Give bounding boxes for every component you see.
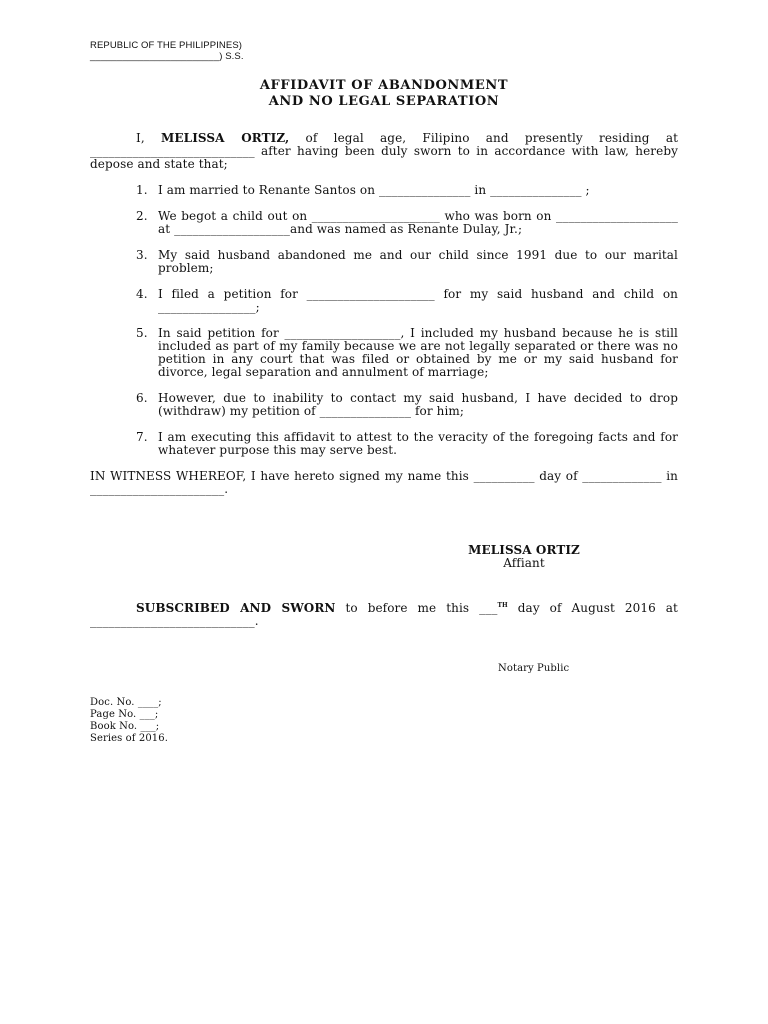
intro-paragraph bbox=[90, 132, 678, 171]
venue-block bbox=[90, 40, 678, 62]
item-number: 6. bbox=[136, 391, 148, 405]
list-item bbox=[90, 288, 678, 314]
list-item bbox=[90, 431, 678, 457]
title-line-1: AFFIDAVIT OF ABANDONMENT bbox=[259, 78, 509, 93]
affiant-name: MELISSA ORTIZ bbox=[468, 543, 580, 557]
item-text: My said husband abandoned me and our child since 1991 due to our marital problem; bbox=[158, 248, 678, 275]
venue-ss: ________________________) S.S. bbox=[90, 51, 244, 62]
affidavit-document bbox=[90, 40, 678, 745]
item-number: 1. bbox=[136, 183, 148, 197]
document-title bbox=[90, 78, 678, 110]
intro-pronoun: I, bbox=[136, 131, 145, 145]
book-no: Book No. ___; bbox=[90, 721, 160, 732]
list-item bbox=[90, 327, 678, 379]
item-number: 3. bbox=[136, 248, 148, 262]
doc-no: Doc. No. ____; bbox=[90, 697, 162, 708]
series: Series of 2016. bbox=[90, 733, 169, 744]
affiant-signature-block bbox=[454, 544, 594, 570]
list-item bbox=[90, 249, 678, 275]
affiant-label: Affiant bbox=[503, 556, 545, 570]
jurat-bold: SUBSCRIBED AND SWORN bbox=[136, 601, 336, 615]
witness-paragraph: IN WITNESS WHEREOF, I have hereto signed my name this __________ day of _____________ in ______________________. bbox=[90, 469, 678, 496]
item-number: 4. bbox=[136, 287, 148, 301]
list-item bbox=[90, 392, 678, 418]
item-text: However, due to inability to contact my said husband, I have decided to drop (withdraw) my petition of _______________ for him; bbox=[158, 391, 678, 418]
item-text: I filed a petition for _____________________ for my said husband and child on ________________; bbox=[158, 287, 678, 314]
item-text: In said petition for ___________________, I included my husband because he is still included as part of my family because we are not legally separated or there was no petition in any court that was filed or obtained by me or my said husband for divorce, legal separation and annulment of marriage; bbox=[158, 326, 678, 379]
jurat-text-2: day of August 2016 at ___________________________. bbox=[90, 601, 678, 628]
intro-text: of legal age, Filipino and presently residing at ___________________________ after having been duly sworn to in accordance with law, hereby depose and state that; bbox=[90, 131, 679, 171]
item-number: 7. bbox=[136, 430, 148, 444]
item-number: 5. bbox=[136, 326, 148, 340]
affiant-name-inline: MELISSA ORTIZ, bbox=[161, 131, 290, 145]
jurat-superscript: TH bbox=[497, 602, 508, 609]
venue-country: REPUBLIC OF THE PHILIPPINES) bbox=[90, 40, 243, 51]
list-item bbox=[90, 184, 678, 197]
item-number: 2. bbox=[136, 209, 148, 223]
notary-public-label: Notary Public bbox=[498, 663, 570, 674]
jurat-text-1: to before me this ___ bbox=[335, 601, 498, 615]
jurat-paragraph bbox=[90, 602, 678, 628]
statement-list bbox=[90, 184, 678, 457]
notarial-register-block bbox=[90, 697, 678, 745]
page-no: Page No. ___; bbox=[90, 709, 159, 720]
list-item bbox=[90, 210, 678, 236]
item-text: We begot a child out on _____________________ who was born on ____________________ at ___________________and was named as Renante Dulay, Jr.; bbox=[158, 209, 678, 236]
title-line-2: AND NO LEGAL SEPARATION bbox=[268, 94, 500, 109]
item-text: I am married to Renante Santos on _______________ in _______________ ; bbox=[158, 183, 590, 197]
item-text: I am executing this affidavit to attest to the veracity of the foregoing facts and for whatever purpose this may serve best. bbox=[158, 430, 678, 457]
